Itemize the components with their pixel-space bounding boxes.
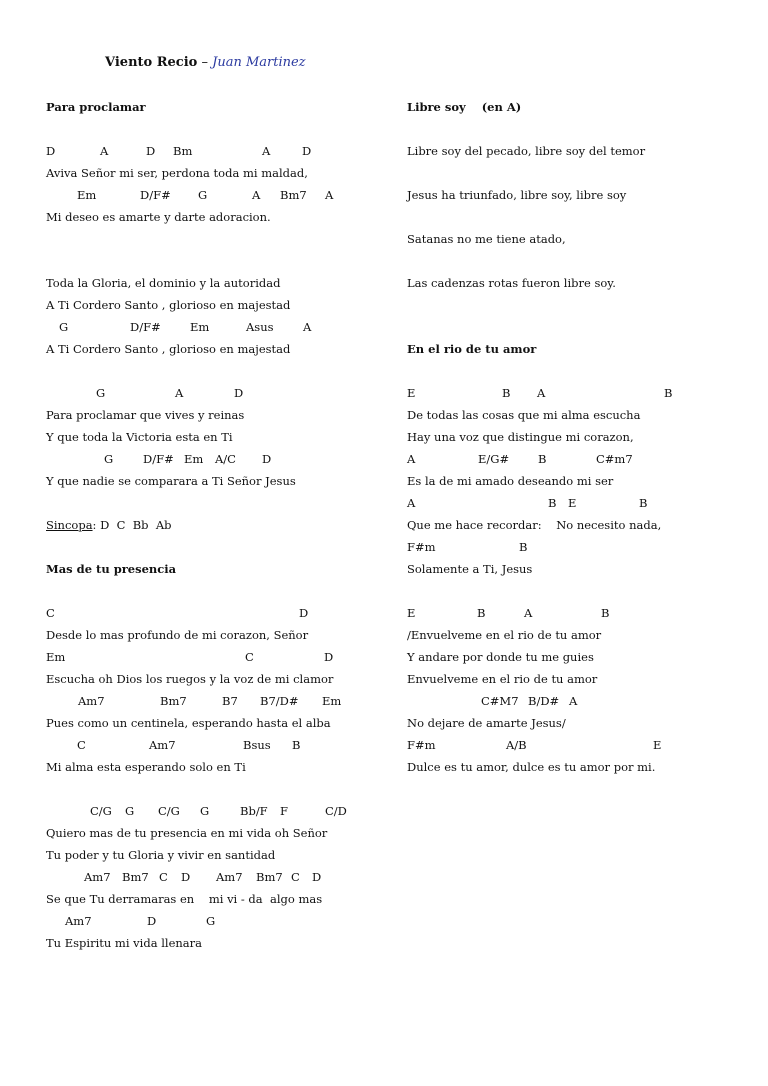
chord: Bsus (243, 738, 271, 752)
chord: B (292, 738, 301, 752)
sincopa-line (46, 514, 386, 536)
lyric-line: Desde lo mas profundo de mi corazon, Señor (46, 628, 309, 642)
chord: D/F# (140, 188, 171, 202)
chord: D (324, 650, 334, 664)
chord: A (100, 144, 109, 158)
chord: D (147, 914, 157, 928)
chord: A (407, 452, 416, 466)
chord-line (46, 690, 386, 712)
lyric-line: Que me hace recordar: No necesito nada, (407, 518, 662, 532)
lyric-line: A Ti Cordero Santo , glorioso en majestad (46, 342, 291, 356)
lyric-line: Dulce es tu amor, dulce es tu amor por mi. (407, 760, 656, 774)
chord: Am7 (84, 870, 111, 884)
lyric-line: Mi deseo es amarte y darte adoracion. (46, 210, 271, 224)
chord: E (653, 738, 662, 752)
chord-line (407, 602, 747, 624)
chord: B7 (222, 694, 238, 708)
song-name: Viento Recio (105, 55, 198, 70)
lyric-line: Pues como un centinela, esperando hasta el alba (46, 716, 331, 730)
chord-line (46, 382, 386, 404)
lyric-line: A Ti Cordero Santo , glorioso en majestad (46, 298, 291, 312)
chord: C#M7 (481, 694, 519, 708)
chord: B (538, 452, 547, 466)
chord-line (407, 690, 747, 712)
lyric-line: Envuelveme en el rio de tu amor (407, 672, 598, 686)
chord: G (206, 914, 216, 928)
chord-line (407, 492, 747, 514)
chord: A/C (215, 452, 236, 466)
chord-line (46, 646, 386, 668)
chord: Am7 (216, 870, 243, 884)
song-author: Juan Martinez (212, 55, 306, 70)
chord: D (312, 870, 322, 884)
chord: B (519, 540, 528, 554)
lyric-line: Tu poder y tu Gloria y vivir en santidad (46, 848, 276, 862)
chord: B (664, 386, 673, 400)
chord: D (302, 144, 312, 158)
lyric-line: Es la de mi amado deseando mi ser (407, 474, 614, 488)
chord: Bm7 (256, 870, 283, 884)
lyric-line: Las cadenzas rotas fueron libre soy. (407, 276, 616, 290)
chord: Bm7 (160, 694, 187, 708)
chord: Am7 (78, 694, 105, 708)
section-heading: En el rio de tu amor (407, 342, 537, 356)
lyric-line: Quiero mas de tu presencia en mi vida oh Señor (46, 826, 328, 840)
lyric-line: Para proclamar que vives y reinas (46, 408, 245, 422)
chord: B/D# (528, 694, 560, 708)
chord-line (46, 602, 386, 624)
chord: Asus (246, 320, 274, 334)
left-column (46, 96, 386, 954)
lyric-line: Jesus ha triunfado, libre soy, libre soy (407, 188, 627, 202)
chord: D/F# (130, 320, 161, 334)
chord-line (46, 734, 386, 756)
chord: B (601, 606, 610, 620)
chord: A (252, 188, 261, 202)
chord: E (568, 496, 577, 510)
chord: A (303, 320, 312, 334)
chord: A (325, 188, 334, 202)
lyric-line: Y andare por donde tu me guies (407, 650, 594, 664)
lyric-line: Escucha oh Dios los ruegos y la voz de mi clamor (46, 672, 334, 686)
chord: C (291, 870, 300, 884)
lyric-line: Mi alma esta esperando solo en Ti (46, 760, 246, 774)
chord: C#m7 (596, 452, 633, 466)
chord: A (537, 386, 546, 400)
chord: C (159, 870, 168, 884)
chord: Em (77, 188, 97, 202)
chord: Bm7 (280, 188, 307, 202)
chord: D/F# (143, 452, 174, 466)
chord: D (262, 452, 272, 466)
chord: Em (184, 452, 204, 466)
right-column (407, 96, 747, 778)
chord: G (198, 188, 208, 202)
section-heading: Para proclamar (46, 100, 146, 114)
lyric-line: Solamente a Ti, Jesus (407, 562, 533, 576)
chord: Em (322, 694, 342, 708)
chord: E (407, 386, 416, 400)
chord: C (245, 650, 254, 664)
chord: C/D (325, 804, 347, 818)
chord: A (569, 694, 578, 708)
chord: D (299, 606, 309, 620)
chord: C/G (158, 804, 180, 818)
chord: E/G# (478, 452, 510, 466)
song-title (105, 55, 306, 70)
chord: Bm (173, 144, 193, 158)
chord-line (46, 866, 386, 888)
chord: E (407, 606, 416, 620)
chord: D (181, 870, 191, 884)
section-heading: Libre soy (en A) (407, 100, 522, 114)
lyric-line: Se que Tu derramaras en mi vi - da algo mas (46, 892, 323, 906)
chord: B (477, 606, 486, 620)
chord: A (175, 386, 184, 400)
lyric-line: Y que nadie se comparara a Ti Señor Jesus (46, 474, 296, 488)
lyric-line: Libre soy del pecado, libre soy del temor (407, 144, 646, 158)
chord: F#m (407, 540, 436, 554)
lyric-line: /Envuelveme en el rio de tu amor (407, 628, 602, 642)
chord-line (46, 910, 386, 932)
lyric-line: Y que toda la Victoria esta en Ti (46, 430, 233, 444)
chord-line (407, 734, 747, 756)
chord: B (548, 496, 557, 510)
chord-line (46, 800, 386, 822)
chord: Am7 (149, 738, 176, 752)
chord: B (502, 386, 511, 400)
chord: B7/D# (260, 694, 299, 708)
chord-line (407, 382, 747, 404)
chord: Bm7 (122, 870, 149, 884)
lyric-line: Aviva Señor mi ser, perdona toda mi maldad, (46, 166, 308, 180)
lyric-line: De todas las cosas que mi alma escucha (407, 408, 641, 422)
lyric-line: Tu Espiritu mi vida llenara (46, 936, 202, 950)
chord: Bb/F (240, 804, 268, 818)
chord: G (125, 804, 135, 818)
chord: Am7 (65, 914, 92, 928)
chord: Em (46, 650, 66, 664)
chord: Em (190, 320, 210, 334)
sincopa-chords: : D C Bb Ab (92, 518, 172, 532)
chord-line (407, 448, 747, 470)
lyric-line: Hay una voz que distingue mi corazon, (407, 430, 634, 444)
lyric-line: Satanas no me tiene atado, (407, 232, 566, 246)
chord: D (146, 144, 156, 158)
chord: A (262, 144, 271, 158)
chord: A (524, 606, 533, 620)
chord-line (46, 316, 386, 338)
chord: A/B (506, 738, 527, 752)
sincopa-label: Sincopa (46, 518, 93, 532)
chord: D (234, 386, 244, 400)
chord: C/G (90, 804, 112, 818)
chord-line (46, 140, 386, 162)
chord-line (407, 536, 747, 558)
chord: C (46, 606, 55, 620)
lyric-line: No dejare de amarte Jesus/ (407, 716, 566, 730)
chord: G (104, 452, 114, 466)
chord: A (407, 496, 416, 510)
section-heading: Mas de tu presencia (46, 562, 177, 576)
chord-line (46, 448, 386, 470)
chord: G (200, 804, 210, 818)
chord: F#m (407, 738, 436, 752)
chord: G (96, 386, 106, 400)
chord: G (59, 320, 69, 334)
chord: F (280, 804, 288, 818)
title-dash: – (201, 55, 208, 70)
chord: B (639, 496, 648, 510)
chord: D (46, 144, 56, 158)
chord-line (46, 184, 386, 206)
lyric-line: Toda la Gloria, el dominio y la autoridad (46, 276, 281, 290)
chord: C (77, 738, 86, 752)
